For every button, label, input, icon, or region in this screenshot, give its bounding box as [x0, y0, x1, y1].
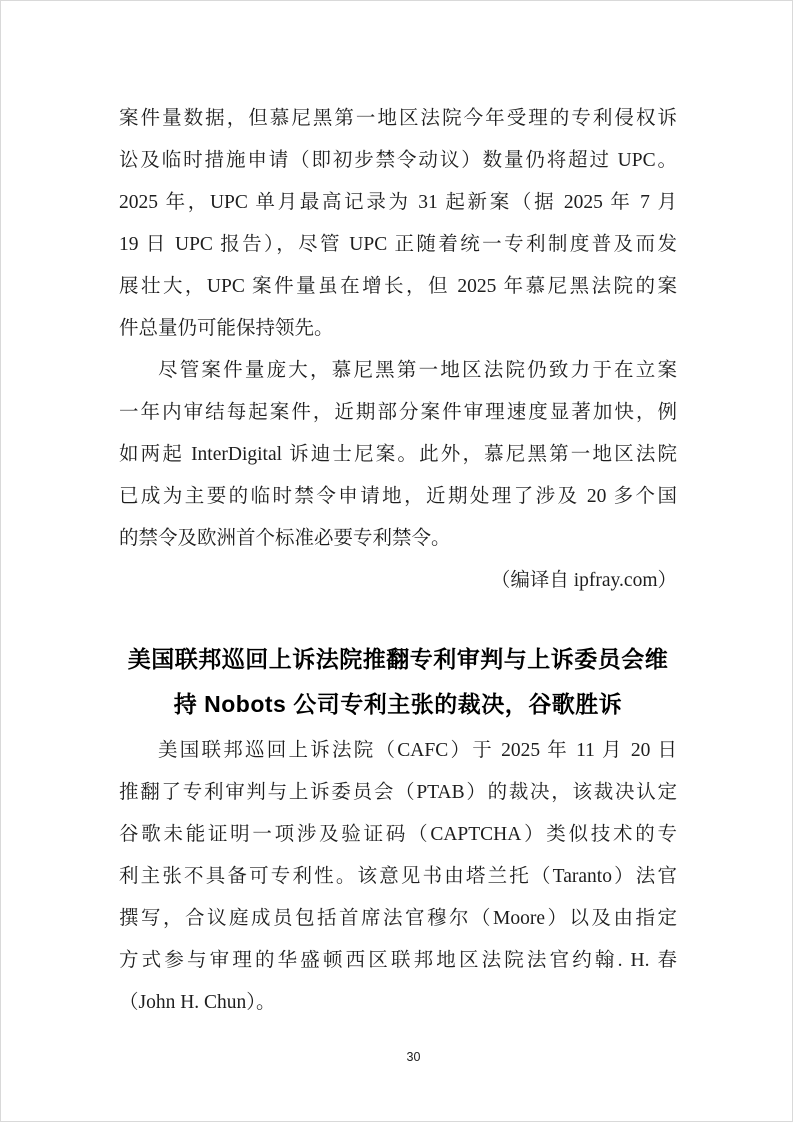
article-title [111, 637, 685, 727]
continued-article-text [119, 98, 677, 602]
body-line: 讼及临时措施申请（即初步禁令动议）数量仍将超过 UPC。 [119, 150, 677, 171]
body-line: 推翻了专利审判与上诉委员会（PTAB）的裁决，该裁决认定 [119, 782, 677, 803]
page-footer [1, 1048, 792, 1066]
body-line: 方式参与审理的华盛顿西区联邦地区法院法官约翰. H. 春 [119, 950, 677, 971]
body-line: （John H. Chun）。 [119, 992, 276, 1013]
body-line: 一年内审结每起案件，近期部分案件审理速度显著加快，例 [119, 402, 677, 423]
next-article-text [119, 730, 677, 1024]
body-line: 美国联邦巡回上诉法院（CAFC）于 2025 年 11 月 20 日 [158, 740, 677, 761]
article-title-line2: 持 Nobots 公司专利主张的裁决，谷歌胜诉 [173, 691, 623, 717]
body-line: 展壮大，UPC 案件量虽在增长，但 2025 年慕尼黑法院的案 [119, 276, 677, 297]
body-line: 谷歌未能证明一项涉及验证码（CAPTCHA）类似技术的专 [119, 824, 677, 845]
body-line: 尽管案件量庞大，慕尼黑第一地区法院仍致力于在立案 [158, 360, 677, 381]
body-line: 撰写，合议庭成员包括首席法官穆尔（Moore）以及由指定 [119, 908, 677, 929]
body-line: 19 日 UPC 报告），尽管 UPC 正随着统一专利制度普及而发 [119, 234, 677, 255]
body-line: 案件量数据，但慕尼黑第一地区法院今年受理的专利侵权诉 [119, 108, 677, 129]
source-attribution: （编译自 ipfray.com） [490, 570, 677, 591]
body-line: 如两起 InterDigital 诉迪士尼案。此外，慕尼黑第一地区法院 [119, 444, 677, 465]
body-line: 已成为主要的临时禁令申请地，近期处理了涉及 20 多个国 [119, 486, 677, 507]
body-line: 件总量仍可能保持领先。 [119, 318, 334, 339]
body-line: 2025 年，UPC 单月最高记录为 31 起新案（据 2025 年 7 月 [119, 192, 677, 213]
article-title-line1: 美国联邦巡回上诉法院推翻专利审判与上诉委员会维 [127, 646, 669, 672]
page-number: 30 [406, 1050, 421, 1064]
body-line: 利主张不具备可专利性。该意见书由塔兰托（Taranto）法官 [119, 866, 677, 887]
body-line: 的禁令及欧洲首个标准必要专利禁令。 [119, 528, 451, 549]
